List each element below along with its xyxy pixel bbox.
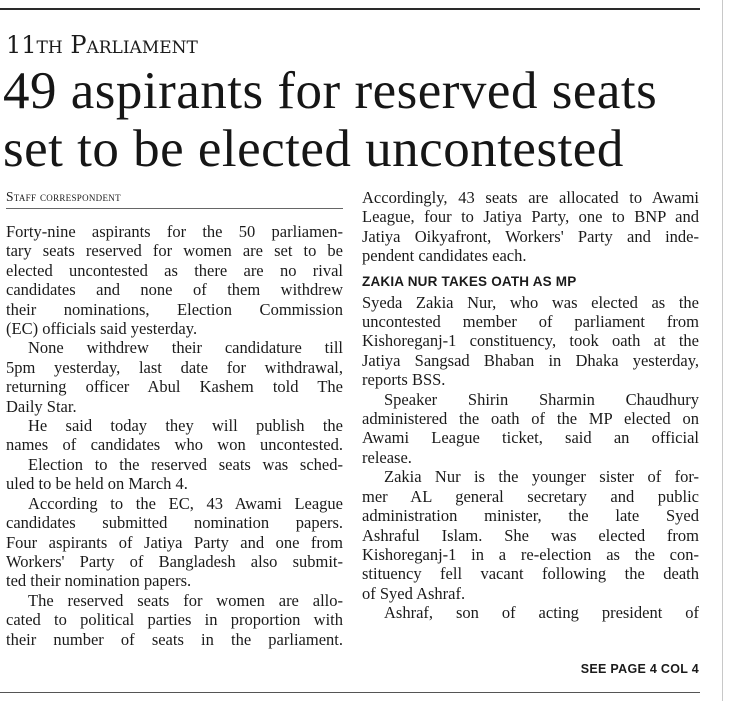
body-line: reports BSS. xyxy=(362,370,446,390)
body-line: Ashraful Islam. She was elected from xyxy=(362,525,699,545)
body-line: Speaker Shirin Sharmin Chaudhury xyxy=(384,389,699,409)
body-line: League, four to Jatiya Party, one to BNP and xyxy=(362,207,699,227)
article-column-right xyxy=(362,188,699,623)
bottom-rule xyxy=(0,692,700,693)
body-line: (EC) officials said yesterday. xyxy=(6,319,198,339)
body-line: stituency fell vacant following the death xyxy=(362,564,699,584)
body-line: Jatiya Oikyafront, Workers' Party and inde- xyxy=(362,226,699,246)
body-line: candidates submitted nomination papers. xyxy=(6,513,343,533)
body-line: Election to the reserved seats was sched- xyxy=(28,454,343,474)
body-line: of Syed Ashraf. xyxy=(362,583,466,603)
subheading: ZAKIA NUR TAKES OATH AS MP xyxy=(362,273,577,289)
body-line: The reserved seats for women are allo- xyxy=(28,590,343,610)
section-kicker: 11th Parliament xyxy=(6,31,198,59)
body-line: pendent candidates each. xyxy=(362,246,527,266)
body-line: Awami League ticket, said an official xyxy=(362,428,699,448)
body-line: Kishoreganj-1 in a re-election as the con- xyxy=(362,544,699,564)
body-line: According to the EC, 43 Awami League xyxy=(28,493,343,513)
top-rule xyxy=(0,8,700,10)
body-line: their number of seats in the parliament. xyxy=(6,629,343,649)
headline xyxy=(3,62,723,178)
body-line: returning officer Abul Kashem told The xyxy=(6,377,343,397)
body-line: Ashraf, son of acting president of xyxy=(384,603,699,623)
body-line: Zakia Nur is the younger sister of for- xyxy=(384,467,699,487)
headline-line: set to be elected uncontested xyxy=(3,120,624,178)
body-line: Forty-nine aspirants for the 50 parliamen- xyxy=(6,222,343,241)
body-line: uled to be held on March 4. xyxy=(6,474,188,494)
body-line: Syeda Zakia Nur, who was elected as the xyxy=(362,292,699,312)
body-line: mer AL general secretary and public xyxy=(362,486,699,506)
body-line: Jatiya Sangsad Bhaban in Dhaka yesterday, xyxy=(362,350,699,370)
body-line: ted their nomination papers. xyxy=(6,571,192,591)
body-line: uncontested member of parliament from xyxy=(362,312,699,332)
body-line: names of candidates who won uncontested. xyxy=(6,435,343,455)
body-line: tary seats reserved for women are set to be xyxy=(6,241,343,261)
article-column-left xyxy=(6,188,343,649)
body-line: cated to political parties in proportion with xyxy=(6,610,343,630)
headline-line: 49 aspirants for reserved seats xyxy=(3,62,658,120)
body-line: their nominations, Election Commission xyxy=(6,299,343,319)
body-line: 5pm yesterday, last date for withdrawal, xyxy=(6,357,343,377)
body-line: Accordingly, 43 seats are allocated to Awami xyxy=(362,188,699,207)
body-line: elected uncontested as there are no rival xyxy=(6,260,343,280)
body-line: administered the oath of the MP elected on xyxy=(362,409,699,429)
body-line: Daily Star. xyxy=(6,396,77,416)
body-line: He said today they will publish the xyxy=(28,416,343,436)
byline: Staff correspondent xyxy=(6,188,343,209)
body-line: Workers' Party of Bangladesh also submit- xyxy=(6,551,343,571)
body-line: None withdrew their candidature till xyxy=(28,338,343,358)
continuation-jump-link[interactable]: SEE PAGE 4 COL 4 xyxy=(580,662,699,676)
body-line: candidates and none of them withdrew xyxy=(6,280,343,300)
body-line: administration minister, the late Syed xyxy=(362,506,699,526)
body-line: Kishoreganj-1 constituency, took oath at the xyxy=(362,331,699,351)
body-line: release. xyxy=(362,447,412,467)
body-line: Four aspirants of Jatiya Party and one from xyxy=(6,532,343,552)
